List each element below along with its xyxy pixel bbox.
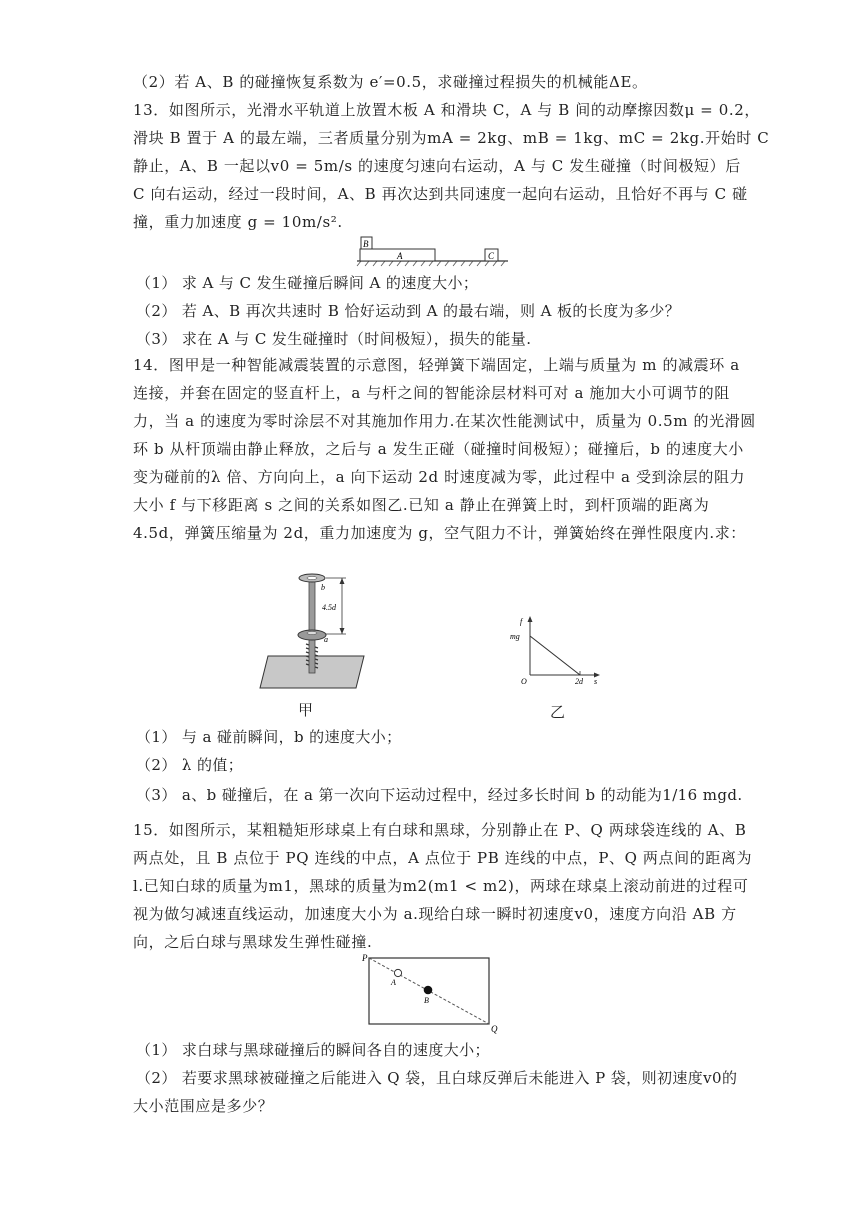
text-line: 滑块 B 置于 A 的最左端，三者质量分别为mA = 2kg、mB = 1kg、mC = 2kg.开始时 C	[133, 129, 770, 147]
question-line: （3） 求在 A 与 C 发生碰撞时（时间极短），损失的能量.	[136, 330, 532, 348]
text-line: 大小 f 与下移距离 s 之间的关系如图乙.已知 a 静止在弹簧上时，到杆顶端的距离为	[133, 496, 710, 514]
figure-14-yi-graph	[508, 612, 603, 688]
label-2d: 2d	[575, 677, 583, 686]
question-line: （2） 若要求黑球被碰撞之后能进入 Q 袋，且白球反弹后未能进入 P 袋，则初速度v0的	[136, 1069, 738, 1087]
label-c: C	[488, 251, 495, 261]
ground-hatching	[357, 261, 505, 266]
figure-13-board-blocks	[355, 234, 510, 268]
caption-yi: 乙	[550, 703, 566, 721]
question-line: （3） a、b 碰撞后，在 a 第一次向下运动过程中，经过多长时间 b 的动能为1/16 mgd.	[136, 786, 743, 804]
rod	[309, 580, 315, 673]
text-line: 向，之后白球与黑球发生弹性碰撞.	[133, 933, 373, 951]
text-line: 撞，重力加速度 g = 10m/s².	[133, 213, 343, 231]
text-line: 15．如图所示，某粗糙矩形球桌上有白球和黑球，分别静止在 P、Q 两球袋连线的 A、B	[133, 821, 747, 839]
question-line: （2） 若 A、B 再次共速时 B 恰好运动到 A 的最右端，则 A 板的长度为多少？	[136, 302, 681, 320]
label-q: Q	[491, 1024, 498, 1034]
label-s: s	[594, 677, 598, 686]
label-p: P	[362, 953, 368, 963]
caption-jia: 甲	[298, 701, 314, 719]
f-s-line	[530, 636, 580, 675]
figure-14-jia-device	[258, 568, 368, 693]
text-line: l.已知白球的质量为m1，黑球的质量为m2(m1 < m2)，两球在球桌上滚动前进的过程可	[133, 877, 749, 895]
label-b: b	[321, 583, 325, 592]
figure-15-pool-table	[358, 952, 503, 1034]
text-line: 连接，并套在固定的竖直杆上，a 与杆之间的智能涂层材料可对 a 施加大小可调节的阻	[133, 384, 730, 402]
label-f: f	[520, 617, 523, 626]
question-line: （1） 求白球与黑球碰撞后的瞬间各自的速度大小；	[136, 1041, 490, 1059]
white-ball	[394, 969, 401, 976]
black-ball	[424, 986, 432, 994]
label-a: a	[324, 635, 328, 644]
label-b: B	[424, 996, 429, 1005]
text-line: C 向右运动，经过一段时间，A、B 再次达到共同速度一起向右运动，且恰好不再与 C 碰	[133, 185, 748, 203]
text-line: 13．如图所示，光滑水平轨道上放置木板 A 和滑块 C，A 与 B 间的动摩擦因数μ = 0.2，	[133, 101, 760, 119]
label-a: A	[397, 251, 403, 261]
text-line: 变为碰前的λ 倍、方向向上，a 向下运动 2d 时速度减为零，此过程中 a 受到涂层的阻力	[133, 468, 746, 486]
question-line: （2） λ 的值；	[136, 756, 244, 774]
text-line: 大小范围应是多少？	[133, 1097, 274, 1115]
label-a: A	[391, 978, 396, 987]
label-o: O	[521, 677, 527, 686]
text-line: 力，当 a 的速度为零时涂层不对其施加作用力.在某次性能测试中，质量为 0.5m 的光滑圆	[133, 412, 756, 430]
text-line: （2）若 A、B 的碰撞恢复系数为 e′=0.5，求碰撞过程损失的机械能ΔE。	[133, 73, 648, 91]
text-line: 14．图甲是一种智能减震装置的示意图，轻弹簧下端固定，上端与质量为 m 的减震环 a	[133, 356, 740, 374]
label-b: B	[363, 239, 369, 249]
text-line: 静止，A、B 一起以v0 = 5m/s 的速度匀速向右运动，A 与 C 发生碰撞（时间极短）后	[133, 157, 741, 175]
question-line: （1） 求 A 与 C 发生碰撞后瞬间 A 的速度大小；	[136, 274, 479, 292]
question-line: （1） 与 a 碰前瞬间，b 的速度大小；	[136, 728, 402, 746]
label-mg: mg	[510, 632, 520, 641]
text-line: 4.5d，弹簧压缩量为 2d，重力加速度为 g，空气阻力不计，弹簧始终在弹性限度内.求：	[133, 524, 746, 542]
text-line: 两点处，且 B 点位于 PQ 连线的中点，A 点位于 PB 连线的中点，P、Q 两点间的距离为	[133, 849, 753, 867]
label-distance: 4.5d	[322, 603, 336, 612]
text-line: 环 b 从杆顶端由静止释放，之后与 a 发生正碰（碰撞时间极短）；碰撞后，b 的速度大小	[133, 440, 744, 458]
text-line: 视为做匀减速直线运动，加速度大小为 a.现给白球一瞬时初速度v0，速度方向沿 AB 方	[133, 905, 737, 923]
